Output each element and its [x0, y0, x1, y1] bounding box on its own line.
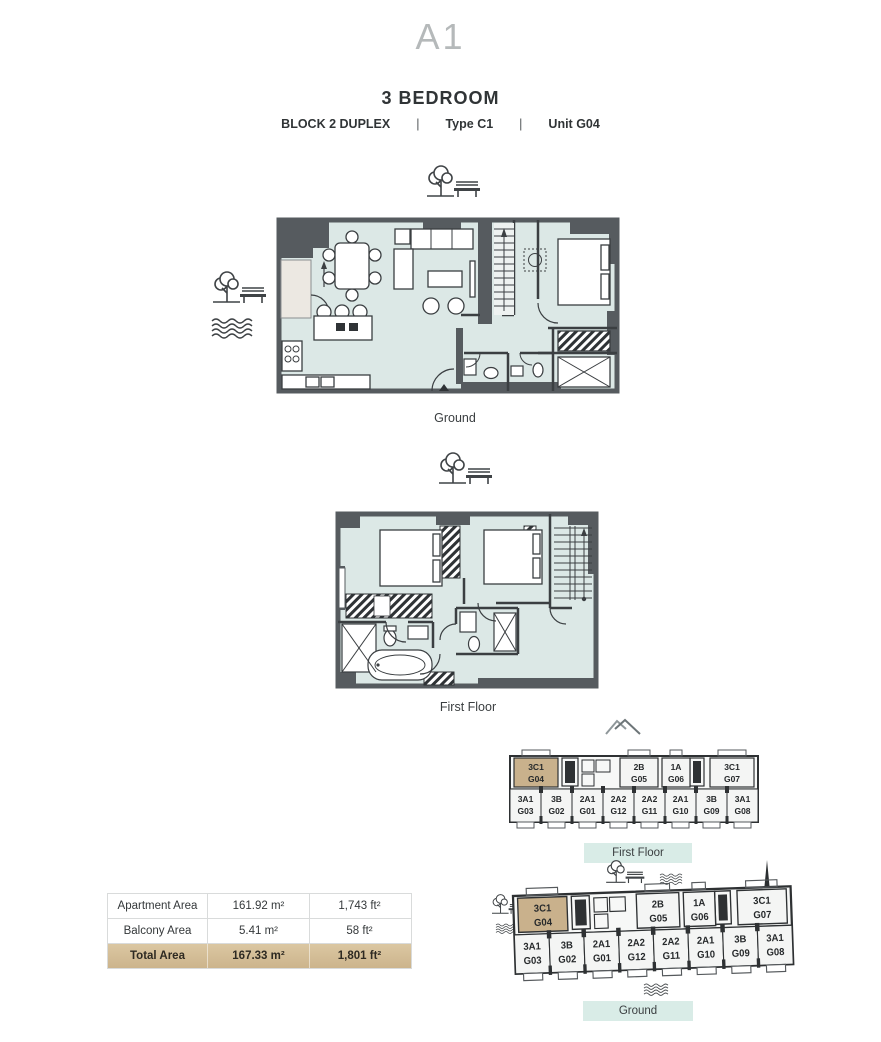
waves-icon	[660, 874, 682, 884]
bathroom-1	[342, 624, 432, 680]
stairs	[494, 223, 514, 315]
keyplan-unit-label: 3B	[560, 940, 574, 952]
table-row	[108, 919, 411, 944]
keyplan-unit-label: G08	[766, 946, 785, 959]
keyplan-unit-label: G04	[527, 774, 545, 784]
table-row-total	[108, 944, 411, 968]
area-table	[107, 893, 412, 969]
keyplan-unit-label: 2A1	[592, 938, 611, 951]
keyplan-unit-label: 2B	[633, 762, 645, 772]
keyplan-unit-label: G02	[548, 806, 565, 816]
keyplan-ground-label: Ground	[583, 1001, 693, 1021]
plan-code: A1	[415, 16, 466, 57]
keyplan-unit-label: 2A2	[641, 794, 658, 804]
keyplan-unit-3B-G09	[723, 926, 759, 966]
keyplan-unit-label: G08	[734, 806, 751, 816]
area-label: Balcony Area	[108, 919, 208, 943]
keyplan-unit-3B-G02	[549, 932, 585, 972]
keyplan-unit-label: G04	[533, 917, 553, 930]
keyplan-unit-2A2-G11	[653, 929, 689, 969]
keyplan-unit-2A1-G01	[584, 931, 620, 971]
keyplan-unit-2A1-G10	[688, 928, 724, 968]
keyplan-unit-label: 3C1	[724, 762, 740, 772]
keyplan-unit-label: G01	[592, 952, 612, 965]
keyplan-unit-label: G09	[703, 806, 720, 816]
page-title: 3 BEDROOM	[381, 88, 500, 108]
keyplan-unit-label: G10	[672, 806, 689, 816]
keyplan-unit-label: G10	[696, 949, 716, 962]
area-label: Total Area	[108, 944, 208, 968]
tree-bench-icon	[427, 166, 480, 197]
area-ft2: 1,801 ft²	[337, 950, 382, 962]
keyplan-unit-label: G03	[523, 955, 542, 968]
keyplan-unit-label: G01	[579, 806, 596, 816]
keyplan-unit-label: 3B	[734, 933, 747, 946]
keyplan-unit-label: G07	[723, 774, 741, 784]
keyplan-unit-label: G05	[630, 774, 648, 784]
first-plan-label: First Floor	[439, 700, 497, 714]
keyplan-building	[510, 750, 758, 828]
keyplan-unit-label: G05	[649, 913, 668, 926]
ground-floor-plan	[208, 163, 628, 408]
keyplan-unit-label: 3A1	[523, 941, 542, 954]
terrace	[281, 260, 311, 318]
keyplan-unit-label: 1A	[670, 762, 682, 772]
keyplan-ground	[492, 858, 822, 1008]
keyplan-unit-label: 3A1	[734, 794, 751, 804]
keyplan-unit-label: 2A2	[627, 937, 646, 950]
keyplan-unit-label: 2A1	[696, 935, 715, 947]
keyplan-unit-label: G12	[610, 806, 627, 816]
keyplan-unit-label: G07	[753, 909, 772, 922]
first-floor-plan	[328, 448, 608, 703]
tree-bench-icon	[606, 861, 644, 883]
keyplan-unit-label: 3A1	[766, 932, 784, 945]
keyplan-unit-label: 3C1	[533, 902, 552, 915]
keyplan-unit-3A1-G03	[514, 934, 550, 974]
keyplan-unit-label: G06	[667, 774, 685, 784]
keyplan-unit-label: 3C1	[753, 895, 771, 908]
tree-bench-icon	[213, 272, 266, 303]
area-m2: 167.33 m²	[208, 944, 310, 968]
keyplan-logo	[600, 714, 648, 740]
table-row	[108, 894, 411, 919]
tree-bench-icon	[439, 453, 492, 484]
keyplan-unit-label: 1A	[692, 897, 706, 910]
keyplan-unit-2A2-G12	[618, 930, 654, 970]
subtitle-unit: Unit G04	[548, 117, 600, 131]
keyplan-first-label: First Floor	[584, 843, 692, 863]
keyplan-unit-label: 2A2	[610, 794, 627, 804]
keyplan-unit-label: G11	[641, 806, 658, 816]
subtitle-type: Type C1	[445, 117, 494, 131]
keyplan-unit-label: 2A1	[672, 794, 689, 804]
keyplan-unit-label: 2A2	[662, 936, 680, 949]
keyplan-unit-label: G09	[731, 948, 750, 960]
waves-icon	[212, 319, 252, 338]
subtitle-block: BLOCK 2 DUPLEX	[281, 117, 391, 131]
keyplan-unit-label: 3B	[706, 794, 717, 804]
keyplan-unit-label: G02	[558, 954, 577, 966]
area-label: Apartment Area	[108, 894, 208, 918]
keyplan-unit-label: G12	[627, 951, 646, 964]
keyplan-unit-label: 2A1	[579, 794, 596, 804]
keyplan-unit-label: 3A1	[517, 794, 534, 804]
keyplan-unit-3A1-G08	[757, 925, 793, 965]
subtitle	[0, 117, 881, 131]
ground-plan-label: Ground	[434, 411, 476, 425]
keyplan-unit-label: 3C1	[528, 762, 544, 772]
area-m2: 161.92 m²	[208, 894, 310, 918]
area-ft2: 1,743 ft²	[338, 900, 381, 912]
area-ft2: 58 ft²	[346, 925, 373, 937]
keyplan-unit-label: 3B	[551, 794, 562, 804]
separator: |	[416, 117, 420, 131]
keyplan-first-floor	[506, 744, 766, 840]
waves-icon	[644, 984, 668, 995]
keyplan-unit-label: G03	[517, 806, 534, 816]
separator: |	[519, 117, 523, 131]
keyplan-unit-label: G11	[662, 950, 681, 963]
keyplan-building	[513, 879, 794, 981]
keyplan-unit-label: G06	[690, 911, 709, 924]
keyplan-unit-label: 2B	[651, 899, 665, 911]
area-m2: 5.41 m²	[208, 919, 310, 943]
